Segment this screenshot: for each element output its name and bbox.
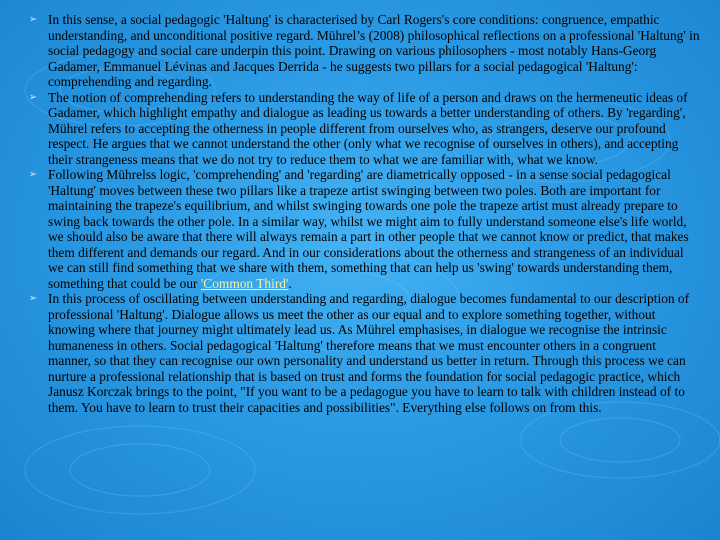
arrow-bullet-icon: ➢ bbox=[28, 14, 38, 25]
bullet-text: The notion of comprehending refers to understanding the way of life of a person and draws on the hermeneutic ideas of Gadamer, which highlight empathy and dialogue as leading us towards a better understanding of others. By 'regarding', Mührel refers to accepting the otherness in people different from ourselves who, as strangers, deserve our profound respect. He argues that we cannot understand the other (only what we recognise of ourselves in others), and accepting their strangeness means that we do not try to reduce them to what we are familiar with, what we know. bbox=[48, 89, 688, 167]
bullet-text-end: . bbox=[288, 275, 292, 291]
bullet-item-4 bbox=[24, 291, 702, 415]
bullet-text: In this sense, a social pedagogic 'Haltung' is characterised by Carl Rogers's core conditions: congruence, empathic understanding, and unconditional positive regard. Mührel’s (2008) philosophical reflections on a professional 'Haltung' in social pedagogy and social care underpin this point. Drawing on various philosophers - most notably Hans-Georg Gadamer, Emmanuel Lévinas and Jacques Derrida - he suggests two pillars for a social pedagogical 'Haltung': comprehending and regarding. bbox=[48, 12, 700, 89]
common-third-link[interactable]: 'Common Third' bbox=[200, 275, 289, 291]
arrow-bullet-icon: ➢ bbox=[28, 169, 38, 180]
arrow-bullet-icon: ➢ bbox=[28, 91, 38, 103]
arrow-bullet-icon: ➢ bbox=[28, 293, 38, 304]
bullet-text: Following Mührelss logic, 'comprehending' and 'regarding' are diametrically opposed - in a sense social pedagogical 'Haltung' moves between these two pillars like a trapeze artist swinging between two poles. Both are important for maintaining the trapeze's equilibrium, and whilst swinging towards one pole the trapeze artist must already prepare to swing back towards the other pole. In a similar way, whilst we might aim to fully understand someone else's life world, we should also be aware that there will always remain a part in other people that we cannot know or predict, that makes them different and demands our regard. And in our considerations about the otherness and strangeness of an individual we can still find something that we share with them, something that can help us 'swing' towards understanding them, something that could be our bbox=[48, 167, 689, 291]
bullet-item-3 bbox=[24, 167, 702, 291]
bullet-item-1 bbox=[24, 12, 702, 90]
bullet-item-2 bbox=[24, 90, 702, 168]
bullet-list bbox=[24, 12, 702, 415]
slide-content bbox=[24, 12, 702, 415]
bullet-text: In this process of oscillating between understanding and regarding, dialogue becomes fundamental to our description of professional 'Haltung'. Dialogue allows us meet the other as our equal and to explore something together, without knowing where that journey might ultimately lead us. As Mührel emphasises, in dialogue we recognise the intrinsic humaneness in others. Social pedagogical 'Haltung' therefore means that we must encounter others in a congruent manner, so that they can recognise our own personality and understand us better in return. Through this process we can nurture a professional relationship that is based on trust and forms the foundation for social pedagogic practice, which Janusz Korczak brings to the point, "If you want to be a pedagogue you have to learn to talk with children instead of to them. You have to learn to trust their capacities and possibilities". Everything else follows on from this. bbox=[48, 291, 690, 415]
